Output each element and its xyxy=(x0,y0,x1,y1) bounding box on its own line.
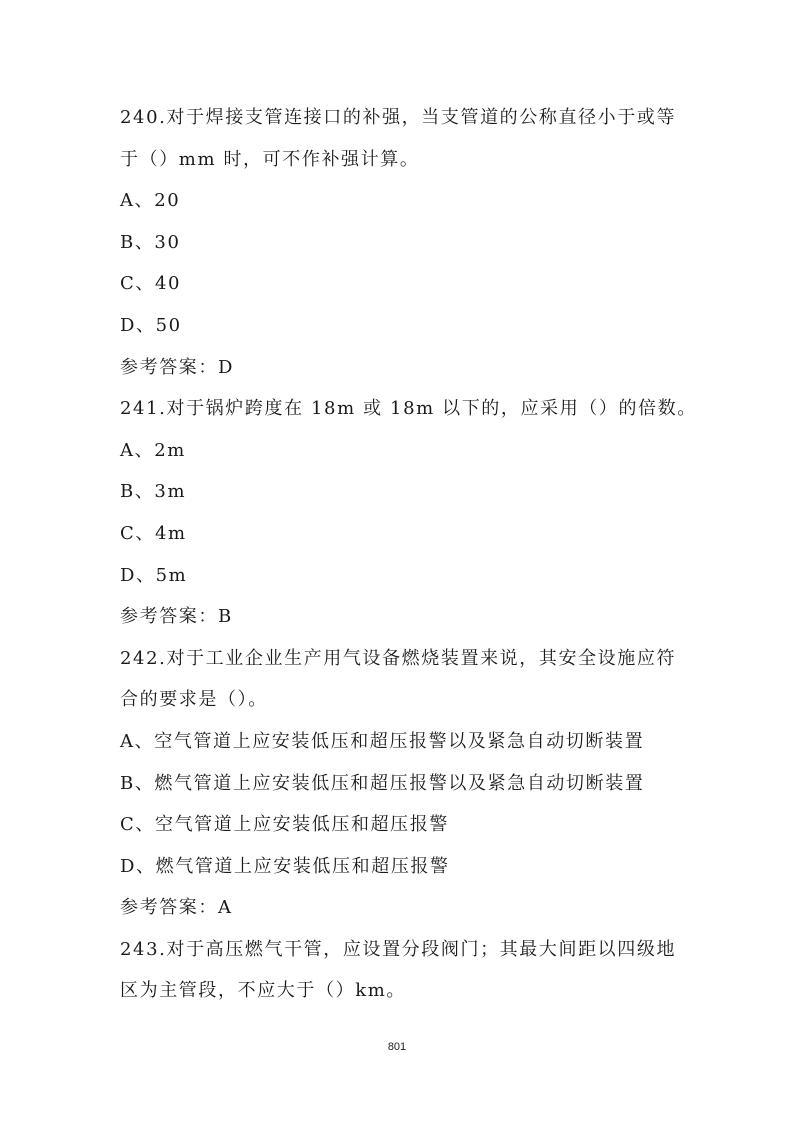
question-242-answer: 参考答案：A xyxy=(120,897,233,919)
question-241-option-c: C、4m xyxy=(120,522,187,544)
question-241-option-a: A、2m xyxy=(120,439,186,461)
question-240-answer: 参考答案：D xyxy=(120,356,235,378)
question-240-stem-line-1: 240.对于焊接支管连接口的补强，当支管道的公称直径小于或等 xyxy=(120,107,677,128)
question-242-option-b: B、燃气管道上应安装低压和超压报警以及紧急自动切断装置 xyxy=(120,772,645,794)
question-240-option-d: D、50 xyxy=(120,314,182,336)
question-242-option-a: A、空气管道上应安装低压和超压报警以及紧急自动切断装置 xyxy=(120,730,645,752)
question-241-stem-line-1: 241.对于锅炉跨度在 18m 或 18m 以下的，应采用（）的倍数。 xyxy=(120,398,697,420)
question-240-option-b: B、30 xyxy=(120,231,181,253)
question-240-option-a: A、20 xyxy=(120,190,181,212)
question-241-answer: 参考答案：B xyxy=(120,606,233,628)
question-242-stem-line-1: 242.对于工业企业生产用气设备燃烧装置来说，其安全设施应符 xyxy=(120,647,677,669)
question-241-option-b: B、3m xyxy=(120,481,187,503)
question-240-stem-line-2: 于（）mm 时，可不作补强计算。 xyxy=(120,148,420,170)
question-242-stem-line-2: 合的要求是（）。 xyxy=(120,689,268,711)
question-243-stem-line-1: 243.对于高压燃气干管，应设置分段阀门；其最大间距以四级地 xyxy=(120,938,677,960)
question-240-option-c: C、40 xyxy=(120,273,182,295)
question-241-option-d: D、5m xyxy=(120,564,188,586)
page-number: 801 xyxy=(387,1041,407,1053)
question-243-stem-line-2: 区为主管段，不应大于（）km。 xyxy=(120,980,406,1002)
question-242-option-c: C、空气管道上应安装低压和超压报警 xyxy=(120,814,449,836)
question-242-option-d: D、燃气管道上应安装低压和超压报警 xyxy=(120,855,450,877)
question-list xyxy=(120,97,697,1012)
